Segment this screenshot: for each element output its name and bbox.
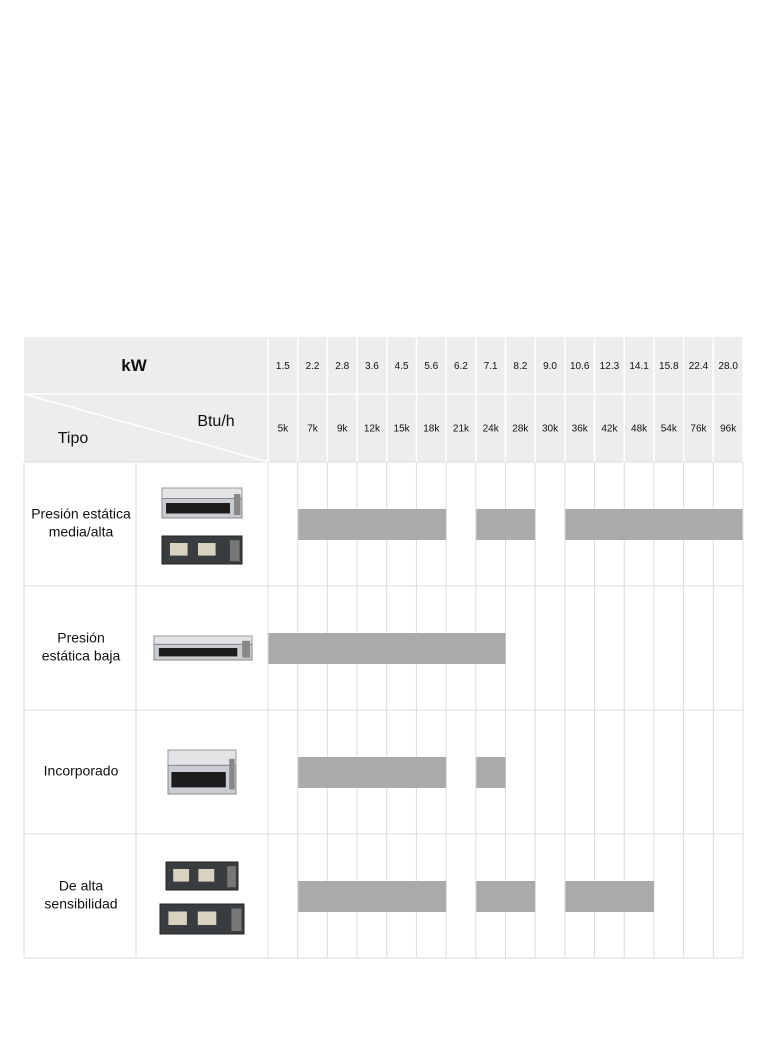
kw-tick-label: 28.0 xyxy=(718,361,738,373)
kw-tick-label: 2.2 xyxy=(305,361,320,373)
kw-tick-label: 1.5 xyxy=(275,361,290,373)
kw-tick-label: 5.6 xyxy=(424,361,439,373)
capacity-bar xyxy=(298,881,446,912)
type-label: Tipo xyxy=(57,430,89,448)
row-label: Presión estática xyxy=(31,505,131,522)
btu-label: Btu/h xyxy=(197,413,235,431)
row-label: Presión xyxy=(57,629,105,646)
capacity-bar xyxy=(476,509,535,540)
btu-tick-label: 30k xyxy=(541,423,559,435)
kw-tick-label: 9.0 xyxy=(543,361,557,373)
btu-tick-label: 76k xyxy=(690,423,707,435)
kw-tick-label: 7.1 xyxy=(483,361,498,373)
kw-tick-label: 14.1 xyxy=(629,361,649,373)
kw-tick-label: 15.8 xyxy=(659,361,679,373)
row-label: sensibilidad xyxy=(44,895,118,912)
capacity-bar xyxy=(298,757,446,788)
capacity-bar xyxy=(476,881,535,912)
btu-tick-label: 24k xyxy=(482,423,499,435)
kw-tick-label: 2.8 xyxy=(335,361,350,373)
kw-tick-label: 22.4 xyxy=(688,361,709,373)
high-sensitivity-unit-icon xyxy=(166,862,238,890)
kw-tick-label: 3.6 xyxy=(364,361,379,373)
btu-tick-label: 7k xyxy=(307,423,318,435)
row-label: Incorporado xyxy=(43,762,119,779)
kw-tick-label: 12.3 xyxy=(599,361,620,373)
capacity-bar xyxy=(565,509,743,540)
high-sensitivity-unit-icon xyxy=(160,904,244,934)
slim-duct-unit-icon xyxy=(154,636,252,660)
capacity-bar xyxy=(269,633,506,664)
btu-tick-label: 15k xyxy=(393,423,410,435)
capacity-bar xyxy=(565,881,654,912)
duct-unit-two-icon xyxy=(162,536,242,564)
capacity-bar xyxy=(298,509,446,540)
capacity-bar xyxy=(476,757,505,788)
btu-tick-label: 36k xyxy=(571,423,588,435)
btu-tick-label: 18k xyxy=(423,423,440,435)
btu-tick-label: 54k xyxy=(660,423,677,435)
kw-label: kW xyxy=(121,355,147,375)
btu-tick-label: 48k xyxy=(631,423,648,435)
kw-tick-label: 8.2 xyxy=(513,361,528,373)
btu-tick-label: 9k xyxy=(336,423,348,435)
built-in-unit-icon xyxy=(168,750,236,794)
kw-tick-label: 4.5 xyxy=(394,361,409,373)
btu-tick-label: 96k xyxy=(720,423,737,435)
row-label: media/alta xyxy=(48,523,114,540)
kw-tick-label: 6.2 xyxy=(454,361,468,373)
btu-tick-label: 5k xyxy=(277,423,289,435)
row-label: De alta xyxy=(58,877,104,894)
row-label: estática baja xyxy=(41,647,121,664)
kw-tick-label: 10.6 xyxy=(569,361,590,373)
btu-tick-label: 21k xyxy=(452,423,470,435)
btu-tick-label: 28k xyxy=(512,423,529,435)
btu-tick-label: 42k xyxy=(601,423,618,435)
btu-tick-label: 12k xyxy=(363,423,380,435)
duct-unit-two-icon xyxy=(162,488,242,518)
